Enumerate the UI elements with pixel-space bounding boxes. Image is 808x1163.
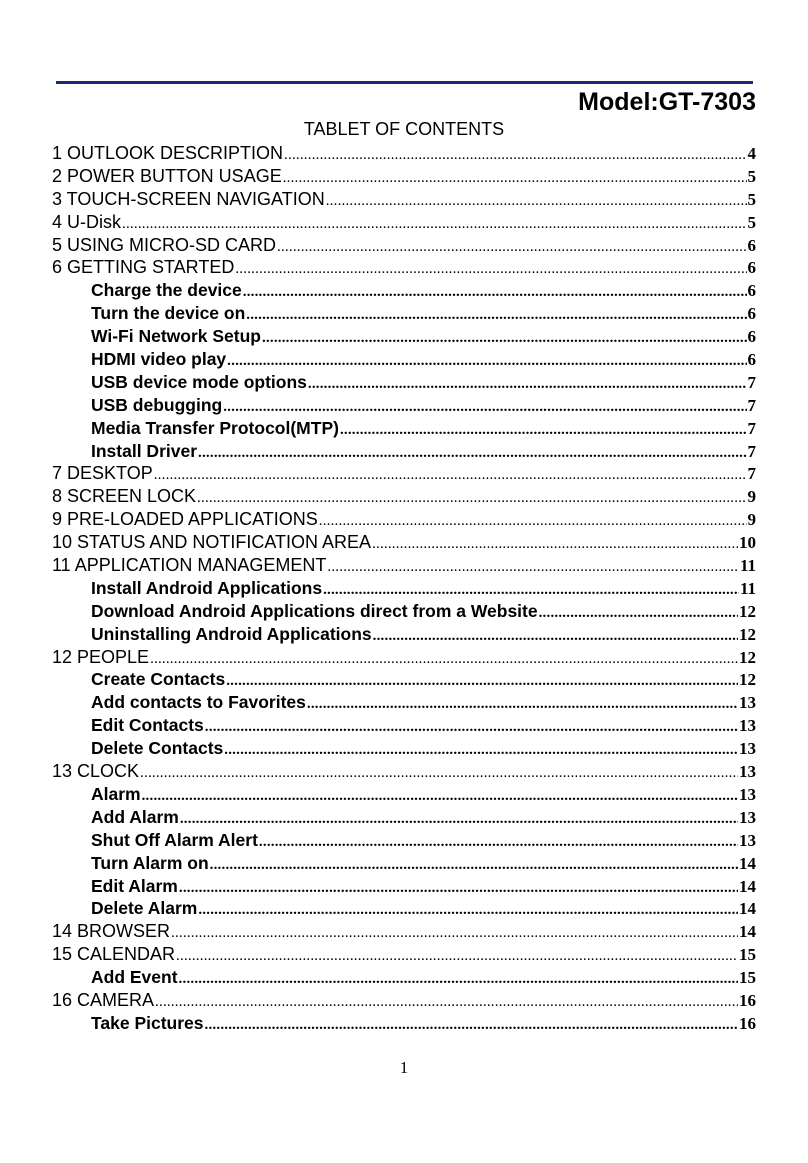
toc-entry-label: Add Event bbox=[91, 967, 178, 988]
model-title: Model:GT-7303 bbox=[578, 88, 756, 116]
toc-leader-dots bbox=[319, 510, 747, 532]
toc-entry-label: 10 STATUS AND NOTIFICATION AREA bbox=[52, 532, 372, 553]
toc-leader-dots bbox=[205, 716, 738, 738]
toc-entry-label: Turn Alarm on bbox=[91, 852, 209, 873]
toc-subentry[interactable] bbox=[52, 302, 756, 325]
toc-leader-dots bbox=[372, 533, 738, 555]
toc-entry-page: 5 bbox=[747, 212, 756, 232]
toc-subentry[interactable] bbox=[52, 1012, 756, 1035]
toc-leader-dots bbox=[197, 487, 746, 509]
toc-leader-dots bbox=[227, 350, 746, 372]
toc-entry-label: 9 PRE-LOADED APPLICATIONS bbox=[52, 509, 318, 530]
toc-entry-label: Delete Alarm bbox=[91, 898, 198, 919]
toc-subentry[interactable] bbox=[52, 691, 756, 714]
toc-entry-label: USB debugging bbox=[91, 394, 223, 415]
toc-entry-label: Media Transfer Protocol(MTP) bbox=[91, 417, 339, 438]
toc-subentry[interactable] bbox=[52, 829, 756, 852]
toc-entry-page: 7 bbox=[747, 372, 756, 392]
toc-subentry[interactable] bbox=[52, 440, 756, 463]
toc-subentry[interactable] bbox=[52, 577, 756, 600]
toc-entry-page: 6 bbox=[747, 304, 756, 324]
toc-leader-dots bbox=[176, 945, 738, 967]
toc-leader-dots bbox=[154, 464, 747, 486]
toc-entry-label: 7 DESKTOP bbox=[52, 463, 153, 484]
toc-entry[interactable] bbox=[52, 920, 756, 943]
toc-entry-label: 11 APPLICATION MANAGEMENT bbox=[52, 555, 327, 576]
toc-entry-page: 7 bbox=[747, 418, 756, 438]
toc-entry-label: Shut Off Alarm Alert bbox=[91, 829, 258, 850]
toc-entry-label: 4 U-Disk bbox=[52, 211, 122, 232]
toc-entry[interactable] bbox=[52, 165, 756, 188]
toc-subentry[interactable] bbox=[52, 875, 756, 898]
toc-entry-page: 6 bbox=[747, 327, 756, 347]
toc-entry-page: 13 bbox=[739, 830, 756, 850]
toc-subentry[interactable] bbox=[52, 852, 756, 875]
toc-entry-label: 1 OUTLOOK DESCRIPTION bbox=[52, 143, 284, 163]
toc-entry-label: Alarm bbox=[91, 783, 141, 804]
toc-entry-label: 13 CLOCK bbox=[52, 761, 140, 782]
toc-entry[interactable] bbox=[52, 554, 756, 577]
toc-leader-dots bbox=[539, 602, 738, 624]
toc-leader-dots bbox=[308, 373, 747, 395]
toc-leader-dots bbox=[243, 281, 747, 303]
toc-subentry[interactable] bbox=[52, 966, 756, 989]
toc-leader-dots bbox=[180, 808, 738, 830]
page-number: 1 bbox=[399, 1058, 409, 1077]
toc-leader-dots bbox=[223, 396, 746, 418]
toc-entry-page: 6 bbox=[747, 258, 756, 278]
toc-entry-page: 13 bbox=[739, 716, 756, 736]
toc-leader-dots bbox=[326, 190, 747, 212]
toc-entry-label: Edit Contacts bbox=[91, 715, 204, 736]
toc-entry-label: HDMI video play bbox=[91, 349, 227, 370]
toc-entry-label: Charge the device bbox=[91, 280, 242, 301]
toc-subentry[interactable] bbox=[52, 783, 756, 806]
toc-entry-page: 12 bbox=[739, 624, 756, 644]
toc-entry-page: 6 bbox=[747, 350, 756, 370]
toc-entry-label: Delete Contacts bbox=[91, 738, 224, 759]
toc-entry[interactable] bbox=[52, 531, 756, 554]
toc-entry-page: 16 bbox=[739, 1013, 756, 1033]
toc-subentry[interactable] bbox=[52, 600, 756, 623]
toc-entry-page: 15 bbox=[739, 945, 756, 965]
toc-entry-page: 10 bbox=[739, 533, 756, 553]
toc-entry-label: 3 TOUCH-SCREEN NAVIGATION bbox=[52, 188, 325, 209]
toc-leader-dots bbox=[179, 968, 738, 990]
toc-entry[interactable] bbox=[52, 211, 756, 234]
toc-leader-dots bbox=[327, 556, 739, 578]
toc-entry-page: 9 bbox=[747, 487, 756, 507]
toc-subentry[interactable] bbox=[52, 371, 756, 394]
toc-leader-dots bbox=[140, 762, 738, 784]
toc-entry-label: USB device mode options bbox=[91, 371, 307, 392]
toc-entry[interactable] bbox=[52, 508, 756, 531]
toc-entry-page: 12 bbox=[739, 670, 756, 690]
toc-entry-page: 12 bbox=[739, 601, 756, 621]
toc-entry-page: 14 bbox=[739, 876, 756, 896]
toc-leader-dots bbox=[205, 1014, 738, 1036]
toc-entry-page: 4 bbox=[747, 144, 756, 163]
toc-entry[interactable] bbox=[52, 188, 756, 211]
toc-entry-label: 12 PEOPLE bbox=[52, 646, 150, 667]
toc-leader-dots bbox=[277, 236, 746, 258]
toc-entry-page: 15 bbox=[739, 968, 756, 988]
toc-entry-page: 14 bbox=[739, 853, 756, 873]
toc-entry-label: 2 POWER BUTTON USAGE bbox=[52, 165, 282, 186]
toc-entry-page: 11 bbox=[739, 578, 756, 598]
toc-entry[interactable] bbox=[52, 256, 756, 279]
toc-entry-page: 7 bbox=[747, 441, 756, 461]
toc-subentry[interactable] bbox=[52, 348, 756, 371]
toc-entry-page: 13 bbox=[739, 693, 756, 713]
toc-subentry[interactable] bbox=[52, 325, 756, 348]
toc-entry-label: 6 GETTING STARTED bbox=[52, 257, 235, 278]
toc-entry-label: Add contacts to Favorites bbox=[91, 692, 306, 713]
toc-entry-page: 5 bbox=[747, 166, 756, 186]
toc-entry-page: 5 bbox=[747, 189, 756, 209]
toc-leader-dots bbox=[210, 854, 738, 876]
toc-entry-page: 14 bbox=[739, 899, 756, 919]
toc-entry-label: 8 SCREEN LOCK bbox=[52, 486, 197, 507]
toc-entry-label: Download Android Applications direct from a Website bbox=[91, 600, 538, 621]
toc-leader-dots bbox=[142, 785, 738, 807]
toc-leader-dots bbox=[259, 831, 738, 853]
toc-leader-dots bbox=[150, 648, 738, 670]
toc-leader-dots bbox=[373, 625, 738, 647]
toc-entry-label: Install Android Applications bbox=[91, 577, 323, 598]
toc-subentry[interactable] bbox=[52, 668, 756, 691]
toc-leader-dots bbox=[283, 167, 747, 189]
toc-leader-dots bbox=[122, 213, 746, 235]
toc-leader-dots bbox=[323, 579, 739, 601]
toc-subentry[interactable] bbox=[52, 897, 756, 920]
toc-entry-label: 5 USING MICRO-SD CARD bbox=[52, 234, 277, 255]
toc-leader-dots bbox=[262, 327, 747, 349]
toc-entry-page: 6 bbox=[747, 235, 756, 255]
table-of-contents bbox=[52, 142, 756, 1035]
toc-leader-dots bbox=[340, 419, 747, 441]
toc-leader-dots bbox=[198, 899, 738, 921]
toc-entry[interactable] bbox=[52, 760, 756, 783]
toc-entry-page: 11 bbox=[739, 556, 756, 576]
toc-subentry[interactable] bbox=[52, 394, 756, 417]
toc-entry[interactable] bbox=[52, 234, 756, 257]
toc-leader-dots bbox=[224, 739, 738, 761]
toc-entry-page: 13 bbox=[739, 762, 756, 782]
toc-heading: TABLET OF CONTENTS bbox=[303, 119, 505, 139]
toc-entry-label: Install Driver bbox=[91, 440, 198, 461]
toc-leader-dots bbox=[179, 877, 738, 899]
toc-entry-label: Take Pictures bbox=[91, 1012, 204, 1033]
toc-leader-dots bbox=[307, 693, 738, 715]
toc-leader-dots bbox=[171, 922, 738, 944]
toc-entry-page: 13 bbox=[739, 807, 756, 827]
toc-entry-page: 13 bbox=[739, 739, 756, 759]
toc-subentry[interactable] bbox=[52, 714, 756, 737]
toc-leader-dots bbox=[155, 991, 738, 1013]
toc-entry-page: 7 bbox=[747, 395, 756, 415]
toc-subentry[interactable] bbox=[52, 737, 756, 760]
toc-entry-page: 16 bbox=[739, 990, 756, 1010]
toc-subentry[interactable] bbox=[52, 279, 756, 302]
toc-entry-page: 12 bbox=[739, 647, 756, 667]
toc-subentry[interactable] bbox=[52, 417, 756, 440]
toc-entry-page: 7 bbox=[747, 464, 756, 484]
toc-entry[interactable] bbox=[52, 485, 756, 508]
toc-entry-label: Create Contacts bbox=[91, 669, 226, 690]
header-rule bbox=[56, 81, 753, 84]
toc-leader-dots bbox=[246, 304, 746, 326]
toc-leader-dots bbox=[235, 258, 746, 280]
toc-leader-dots bbox=[226, 670, 738, 692]
toc-entry-label: Edit Alarm bbox=[91, 875, 178, 896]
toc-entry[interactable] bbox=[52, 646, 756, 669]
toc-entry[interactable] bbox=[52, 943, 756, 966]
toc-entry-label: Wi-Fi Network Setup bbox=[91, 326, 261, 347]
toc-entry-page: 14 bbox=[739, 922, 756, 942]
toc-subentry[interactable] bbox=[52, 623, 756, 646]
toc-leader-dots bbox=[198, 442, 746, 464]
toc-entry-page: 9 bbox=[747, 510, 756, 530]
toc-entry-label: Add Alarm bbox=[91, 806, 179, 827]
toc-subentry[interactable] bbox=[52, 806, 756, 829]
toc-entry-page: 13 bbox=[739, 784, 756, 804]
toc-entry[interactable] bbox=[52, 142, 756, 165]
toc-entry-label: 16 CAMERA bbox=[52, 989, 155, 1010]
toc-entry[interactable] bbox=[52, 462, 756, 485]
toc-entry-label: Uninstalling Android Applications bbox=[91, 623, 372, 644]
toc-leader-dots bbox=[284, 144, 746, 166]
toc-entry-label: 14 BROWSER bbox=[52, 921, 171, 942]
toc-entry-label: Turn the device on bbox=[91, 303, 246, 324]
toc-entry-page: 6 bbox=[747, 281, 756, 301]
toc-entry[interactable] bbox=[52, 989, 756, 1012]
toc-entry-label: 15 CALENDAR bbox=[52, 944, 176, 965]
